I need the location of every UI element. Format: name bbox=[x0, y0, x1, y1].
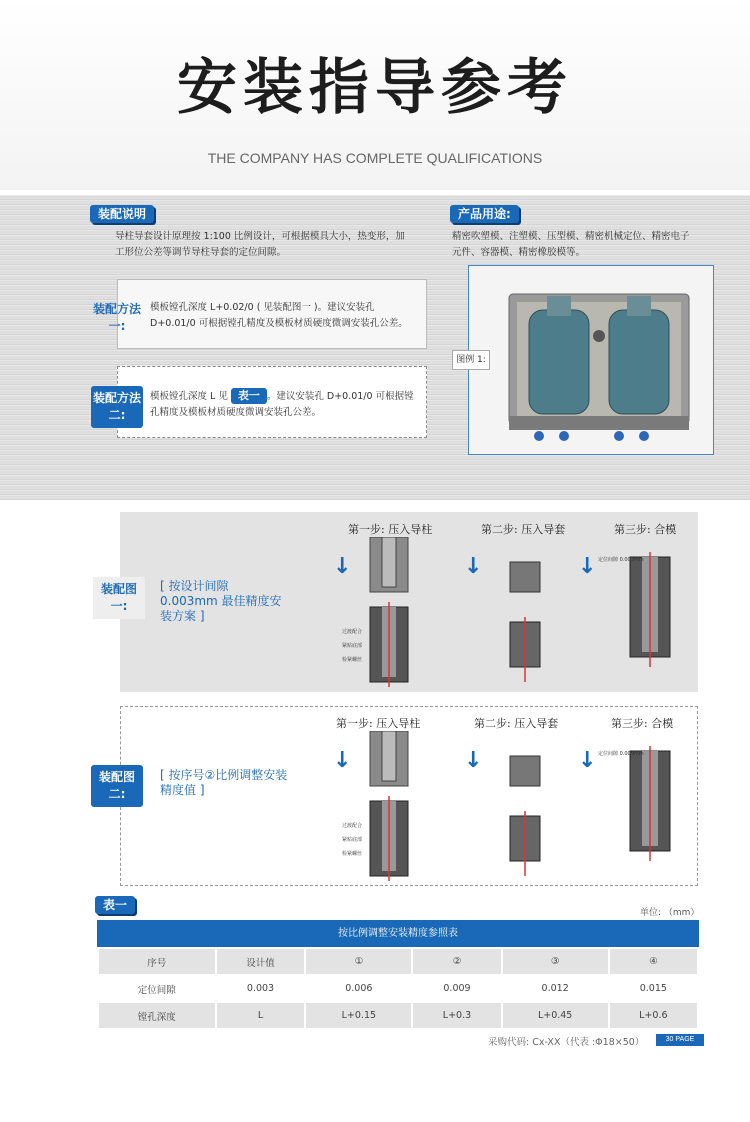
table-header: 设计值 bbox=[216, 948, 306, 975]
table-row bbox=[98, 975, 698, 1002]
table-header-row bbox=[98, 948, 698, 975]
table-unit: 单位: （mm） bbox=[640, 908, 700, 918]
precision-table bbox=[97, 920, 699, 1030]
d1-callout-screw: 检紧螺丝 bbox=[342, 657, 363, 663]
d1-step1-title: 第一步: 压入导柱 bbox=[348, 523, 433, 536]
page-number-badge: 30 PAGE bbox=[656, 1034, 704, 1046]
table-header: ② bbox=[412, 948, 501, 975]
photo-label: 图例 1: bbox=[452, 350, 490, 370]
d1-callout-bottom: 紧贴底部 bbox=[342, 643, 363, 649]
table-header: ④ bbox=[609, 948, 698, 975]
method1-text: 模板镗孔深度 L+0.02/0 ( 见装配图一 )。建议安装孔 D+0.01/0 可根据镗孔精度及模板材质硬度微调安装孔公差。 bbox=[150, 302, 408, 329]
table-header: ③ bbox=[502, 948, 609, 975]
table-header: 序号 bbox=[98, 948, 216, 975]
table-cell: 定位间隙 bbox=[98, 975, 216, 1002]
d1-arrow-down-icon: ↓ bbox=[464, 554, 483, 579]
table-cell: L+0.45 bbox=[502, 1002, 609, 1029]
diagram1-drawings bbox=[340, 537, 690, 687]
d1-callout-gap: 定位间隙 0.003mm bbox=[598, 557, 644, 563]
d1-step3-title: 第三步: 合模 bbox=[614, 523, 677, 536]
d2-callout-screw: 检紧螺丝 bbox=[342, 851, 363, 857]
method2-text-before: 模板镗孔深度 L 见 bbox=[150, 391, 228, 402]
diagram1-note: [ 按设计间隙 0.003mm 最佳精度安装方案 ] bbox=[160, 579, 282, 623]
table1-link-tag: 表一 bbox=[231, 388, 267, 404]
mold-illustration bbox=[469, 266, 713, 454]
table-row bbox=[98, 1002, 698, 1029]
table1-tag: 表一 bbox=[95, 896, 135, 914]
assembly-description: 导柱导套设计原理按 1:100 比例设计，可根据模具大小，热变形，加工形位公差等调节导柱导套的定位间隙。 bbox=[115, 231, 405, 258]
method2-label: 装配方法二: bbox=[91, 386, 143, 428]
d1-arrow-down-icon: ↓ bbox=[578, 554, 597, 579]
table-cell: L+0.3 bbox=[412, 1002, 501, 1029]
table-cell: 0.012 bbox=[502, 975, 609, 1002]
diagram2-note: [ 按序号②比例调整安装精度值 ] bbox=[160, 768, 288, 797]
table-cell: 镗孔深度 bbox=[98, 1002, 216, 1029]
purchase-code: 采购代码: Cx-XX（代表 :Φ18×50） bbox=[488, 1037, 645, 1048]
table-cell: L bbox=[216, 1002, 306, 1029]
diagram2-drawings bbox=[340, 731, 690, 881]
d2-callout-bottom: 紧贴底部 bbox=[342, 837, 363, 843]
d2-arrow-down-icon: ↓ bbox=[578, 748, 597, 773]
header bbox=[0, 0, 750, 190]
method2-text-after: 。建议安装孔 D+0.01/0 可根据镗孔精度及模板材质硬度微调安装孔公差。 bbox=[150, 391, 414, 418]
d2-step2-title: 第二步: 压入导套 bbox=[474, 717, 559, 730]
diagram2-label: 装配图二: bbox=[91, 765, 143, 807]
diagram1-label: 装配图一: bbox=[93, 577, 145, 619]
mold-photo bbox=[468, 265, 714, 455]
d1-step2-title: 第二步: 压入导套 bbox=[481, 523, 566, 536]
usage-text: 精密吹塑模、注塑模、压型模、精密机械定位、精密电子元件、容器模、精密橡胶模等。 bbox=[452, 231, 690, 258]
d2-arrow-down-icon: ↓ bbox=[464, 748, 483, 773]
table-cell: 0.009 bbox=[412, 975, 501, 1002]
table-cell: 0.003 bbox=[216, 975, 306, 1002]
d1-callout-transition: 过渡配合 bbox=[342, 629, 363, 635]
table-cell: 0.015 bbox=[609, 975, 698, 1002]
d2-arrow-down-icon: ↓ bbox=[333, 748, 352, 773]
table-cell: 0.006 bbox=[305, 975, 412, 1002]
method2-text bbox=[150, 388, 415, 421]
assembly-tag: 装配说明 bbox=[90, 205, 154, 223]
d2-callout-gap: 定位间隙 0.009mm bbox=[598, 751, 644, 757]
d2-callout-transition: 过渡配合 bbox=[342, 823, 363, 829]
table-title: 按比例调整安装精度参照表 bbox=[97, 920, 699, 947]
table-cell: L+0.6 bbox=[609, 1002, 698, 1029]
d2-step1-title: 第一步: 压入导柱 bbox=[336, 717, 421, 730]
d2-step3-title: 第三步: 合模 bbox=[611, 717, 674, 730]
page-subtitle: THE COMPANY HAS COMPLETE QUALIFICATIONS bbox=[207, 150, 543, 166]
usage-tag: 产品用途: bbox=[450, 205, 519, 223]
table-cell: L+0.15 bbox=[305, 1002, 412, 1029]
method1-label: 装配方法一: bbox=[92, 302, 141, 333]
page-title: 安装指导参考 bbox=[177, 53, 573, 123]
d1-arrow-down-icon: ↓ bbox=[333, 554, 352, 579]
table-header: ① bbox=[305, 948, 412, 975]
